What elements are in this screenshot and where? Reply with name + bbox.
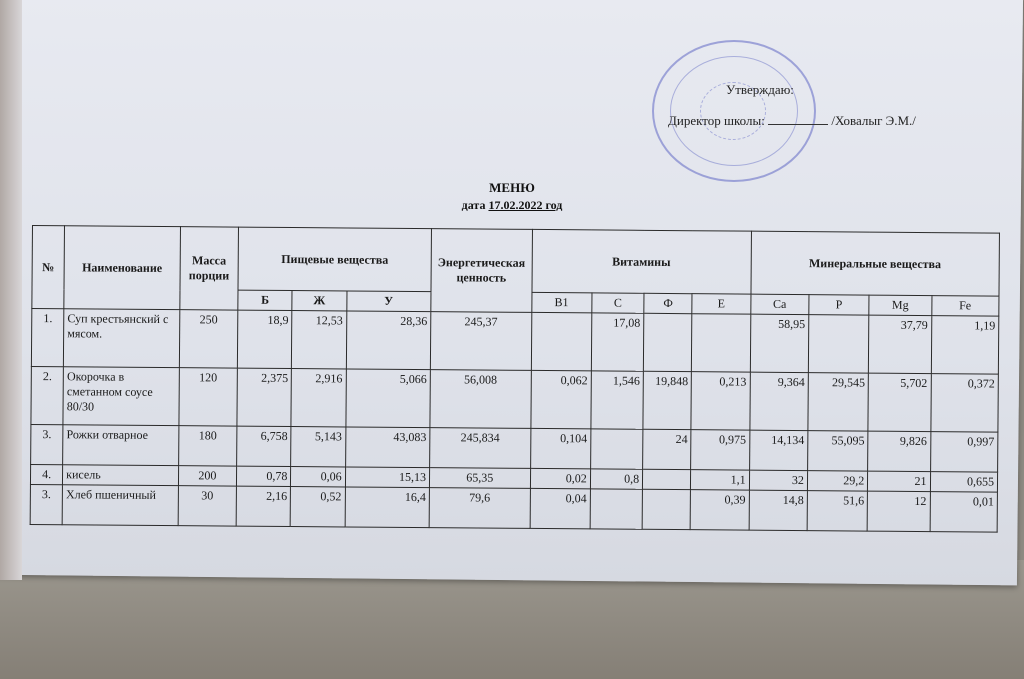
cell-b1: 0,062 [530,370,591,428]
cell-mg: 21 [868,471,930,491]
nutrition-table [30,225,1000,533]
cell-e: 0,975 [691,430,750,470]
subheader-c: C [592,293,644,313]
cell-f [643,313,692,371]
cell-u: 5,066 [346,369,431,428]
cell-c: 17,08 [591,313,644,371]
cell-f: 24 [643,429,692,469]
cell-energy: 245,37 [430,312,531,371]
cell-ca: 9,364 [750,372,809,430]
cell-e: 1,1 [691,470,749,490]
cell-b: 0,78 [237,466,291,486]
approval-label: Утверждаю: [726,82,794,97]
table-row [30,484,997,532]
cell-fe: 0,997 [930,432,998,473]
cell-name: кисель [63,465,179,486]
cell-energy: 65,35 [429,468,530,489]
menu-date [0,198,1024,213]
cell-u: 28,36 [346,311,431,370]
subheader-mg: Mg [869,295,931,315]
header-num: № [32,226,65,309]
cell-fe: 0,01 [930,492,998,533]
director-label: Директор школы: [668,113,765,128]
table-header-row [32,226,999,297]
cell-p: 29,2 [807,471,867,491]
subheader-fe: Fe [931,296,999,317]
table-row [31,366,998,432]
subheader-p: P [809,295,869,315]
school-seal [652,40,816,182]
cell-num: 3. [31,424,63,464]
menu-title: МЕНЮ [489,180,535,195]
cell-b: 2,375 [237,368,292,426]
cell-b1: 0,04 [530,488,591,528]
director-name: /Ховалыг Э.М./ [831,113,916,128]
cell-fe: 1,19 [931,316,999,375]
subheader-b: Б [238,290,292,310]
cell-c: 0,8 [590,469,642,489]
cell-zh: 2,916 [291,369,346,427]
cell-p [808,315,869,373]
cell-b: 2,16 [236,486,291,526]
cell-ca: 14,134 [749,430,808,470]
cell-energy: 79,6 [429,488,530,529]
cell-f: 19,848 [643,371,692,429]
cell-name: Окорочка в сметанном соусе 80/30 [63,367,179,426]
cell-num: 4. [30,464,62,484]
date-label: дата [461,198,486,212]
subheader-e: E [692,294,750,314]
subheader-zh: Ж [292,291,346,311]
header-nutrients: Пищевые вещества [238,227,431,292]
cell-num: 2. [31,366,64,424]
cell-u: 16,4 [345,487,430,528]
paper-stack-edge [0,0,22,580]
cell-b1 [531,312,592,370]
cell-mg: 9,826 [868,431,931,471]
cell-num: 1. [31,309,64,367]
cell-ca: 58,95 [750,314,809,372]
header-mass: Масса порции [180,227,239,310]
cell-f [642,489,691,529]
director-signature-line [668,112,916,129]
cell-zh: 0,52 [290,487,345,527]
cell-c [590,489,643,529]
cell-e: 0,213 [691,372,750,430]
cell-name: Суп крестьянский с мясом. [64,309,180,368]
cell-fe: 0,372 [930,374,998,433]
subheader-ca: Ca [750,294,808,314]
subheader-f: Ф [644,293,692,313]
subheader-u: У [346,291,431,312]
cell-b: 18,9 [237,310,292,368]
cell-ca: 32 [749,470,807,490]
cell-b1: 0,104 [530,428,591,468]
cell-e: 0,39 [690,490,749,530]
cell-p: 55,095 [808,431,869,471]
cell-ca: 14,8 [749,490,808,530]
cell-zh: 12,53 [292,311,347,369]
cell-mass: 120 [179,368,238,426]
cell-e [692,314,751,372]
header-energy: Энергетическая ценность [431,229,532,313]
subheader-b1: B1 [531,292,591,312]
cell-energy: 245,834 [430,428,531,469]
cell-mg: 5,702 [868,373,931,431]
header-name: Наименование [64,226,180,310]
cell-mass: 200 [178,466,236,486]
cell-zh: 0,06 [291,467,345,487]
cell-c [590,429,643,469]
cell-mg: 37,79 [869,315,932,373]
cell-name: Рожки отварное [63,425,179,466]
cell-b: 6,758 [237,426,292,466]
header-vitamins: Витамины [532,229,752,294]
cell-mass: 250 [179,310,238,368]
cell-name: Хлеб пшеничный [62,485,178,526]
cell-p: 29,545 [808,373,869,431]
cell-mg: 12 [867,491,930,531]
cell-mass: 180 [178,426,237,466]
cell-num: 3. [30,484,62,524]
cell-fe: 0,655 [930,472,998,493]
cell-u: 43,083 [345,427,430,468]
signature-blank [768,112,828,125]
table-row [31,309,998,375]
cell-energy: 56,008 [430,370,531,429]
cell-p: 51,6 [807,491,868,531]
cell-c: 1,546 [591,371,644,429]
cell-f [643,469,691,489]
cell-mass: 30 [178,486,237,526]
cell-b1: 0,02 [530,468,590,488]
cell-u: 15,13 [345,467,430,488]
header-minerals: Минеральные вещества [751,231,1000,296]
cell-zh: 5,143 [291,427,346,467]
date-value: 17.02.2022 год [488,198,563,212]
